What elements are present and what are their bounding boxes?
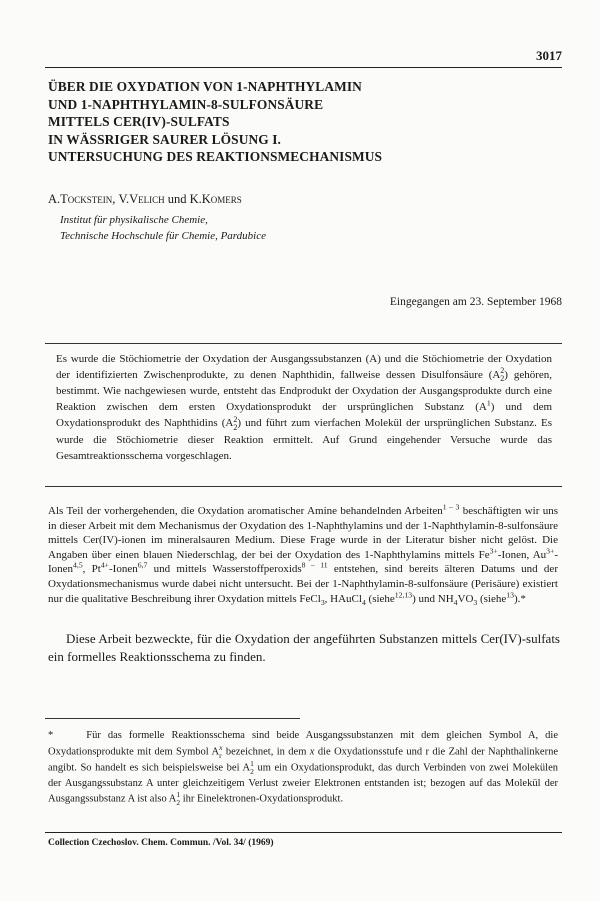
sup-sub-pair: 1 2: [250, 758, 254, 776]
body-text: , HAuCl: [324, 592, 362, 605]
footnote: [48, 728, 558, 807]
affiliation: [60, 213, 266, 244]
subscript: 4: [361, 597, 366, 607]
body-text: Diese Arbeit bezweckte, für die Oxydation der angeführten Substanzen mittels Cer(IV)-sulfats ein formelles Reaktionsschema zu finden.: [48, 631, 560, 664]
body-text: -Ionen, Au: [497, 548, 547, 561]
body-text: ) und NH: [412, 592, 454, 605]
abstract-text: ) und dem Oxydationsprodukt des Naphthidins (A: [56, 401, 553, 430]
footnote-text: die Oxydationsstufe und r die Zahl der Naphthalinkerne angibt. So handelt es sich beispielsweise bei A: [48, 746, 558, 773]
footnote-text: bezeichnet, in dem: [222, 746, 310, 757]
sup-sub-pair: x r: [219, 742, 223, 760]
subscript: 3: [320, 597, 325, 607]
abstract: [56, 351, 552, 464]
body-text: (siehe: [365, 592, 395, 605]
page-number: 3017: [536, 48, 562, 63]
charge: 3+: [489, 546, 498, 556]
body-text: (siehe: [477, 592, 507, 605]
title-line: UNTERSUCHUNG DES REAKTIONSMECHANISMUS: [48, 149, 383, 164]
journal-footer: Collection Czechoslov. Chem. Commun. /Vol. 34/ (1969): [48, 838, 274, 848]
author-name: A.Tockstein: [48, 192, 113, 206]
citation: 4,5: [73, 560, 83, 570]
affiliation-line: Institut für physikalische Chemie,: [60, 214, 208, 226]
footnote-text: Für das formelle Reaktionsschema sind beide Ausgangssubstanzen mit dem gleichen Symbol A, die Oxydationsprodukte mit dem Symbol A: [48, 730, 558, 757]
body-text: Als Teil der vorhergehenden, die Oxydation aromatischer Amine behandelnden Arbeiten: [48, 505, 443, 517]
title-line: MITTELS CER(IV)-SULFATS: [48, 114, 230, 129]
superscript: 1: [486, 398, 491, 408]
charge: 3+: [546, 546, 555, 556]
footnote-mark: *: [48, 730, 54, 741]
title-line: UND 1-NAPHTHYLAMIN-8-SULFONSÄURE: [48, 96, 324, 112]
body-text: -Ionen: [48, 548, 558, 576]
body-text: entstehen, sind bereits älteren Datums und der Oxydationsmechanismus wurde dabei nicht untersucht. Bei der 1-Naphthylamin-8-sulfonsäure (Perisäure) existiert nur die qualitative Beschreibung ihrer Oxydation mittels FeCl: [48, 563, 558, 605]
affiliation-line: Technische Hochschule für Chemie, Pardubice: [60, 229, 267, 242]
variable: x: [309, 746, 315, 757]
author-separator: und: [164, 192, 190, 206]
author-list: [48, 192, 242, 207]
title-line: IN WÄSSRIGER SAURER LÖSUNG I.: [48, 131, 281, 147]
body-paragraph-1: [48, 504, 558, 606]
article-title: [48, 78, 558, 166]
author-separator: ,: [112, 192, 119, 206]
title-line: ÜBER DIE OXYDATION VON 1-NAPHTHYLAMIN: [48, 79, 362, 94]
abstract-bottom-rule: [45, 486, 562, 487]
header-rule: [45, 67, 562, 68]
sup-sub-pair: 1 2: [176, 790, 181, 808]
sup-sub-pair: 2 2: [500, 366, 505, 384]
abstract-top-rule: [45, 343, 562, 344]
author-name: V.Velich: [118, 192, 165, 206]
abstract-text: ) gehören, bestimmt. Wie nachgewiesen wurde, entsteht das Endprodukt der Oxydation der Ausgangsprodukte durch eine Reaktion zwischen dem ersten Oxydationsprodukt der ursprünglichen Substanz (A: [56, 369, 552, 414]
footnote-text: ihr Einelektronen-Oxydationsprodukt.: [180, 793, 344, 805]
body-text: , Pt: [82, 563, 101, 576]
citation: 8 – 11: [301, 560, 328, 570]
footer-rule: [45, 832, 562, 833]
body-text: VO: [457, 592, 474, 605]
footnote-text: um ein Oxydationsprodukt, das durch Verbinden von zwei Molekülen der Ausgangssubstanz A unter gleichzeitigem Verlust zweier Elektronen entstanden ist; bezogen auf das Molekül der Ausgangssubstanz A ist also A: [48, 762, 558, 805]
body-text: und mittels Wasserstoffperoxids: [147, 563, 302, 576]
abstract-text: Es wurde die Stöchiometrie der Oxydation der Ausgangssubstanzen (A) und die Stöchiometrie der Oxydation der identifizierten Zwischenprodukte, zu denen Naphthidin, fallweise dessen Disulfonsäure (A: [56, 353, 552, 381]
body-text: -Ionen: [109, 563, 138, 576]
footnote-rule: [45, 718, 300, 719]
subscript: 4: [453, 597, 458, 607]
received-date: Eingegangen am 23. September 1968: [389, 296, 562, 308]
body-text: beschäftigten wir uns in dieser Arbeit mit dem Mechanismus der Oxydation des 1-Naphthylamins und der 1-Naphthylamin-8-sulfonsäure mittels Cer(IV)-ionen im mineralsauren Medium. Diese Frage wurde in der Literatur bisher nicht gelöst. Die Angaben über einen blauen Niederschlag, der bei der Oxydation des 1-Naphthylamins mittels Fe: [48, 505, 558, 561]
citation: 12,13: [394, 589, 413, 599]
sup-sub-pair: 2 2: [233, 414, 238, 432]
abstract-text: ) und führt zum vierfachen Molekül der ursprünglichen Substanz. Es wurde die Stöchiometrie dieser Reaktion ermittelt. Auf Grund eingehender Versuche wurde das Gesamtreaktionsschema vorgeschlagen.: [56, 417, 553, 462]
body-text: ).*: [513, 592, 526, 605]
author-name: K.Komers: [189, 192, 242, 206]
citation: 13: [506, 589, 514, 599]
subscript: 3: [473, 597, 478, 607]
body-paragraph-2: [48, 630, 560, 666]
charge: 4+: [100, 560, 110, 570]
citation: 1 – 3: [442, 502, 460, 512]
citation: 6,7: [137, 560, 148, 570]
